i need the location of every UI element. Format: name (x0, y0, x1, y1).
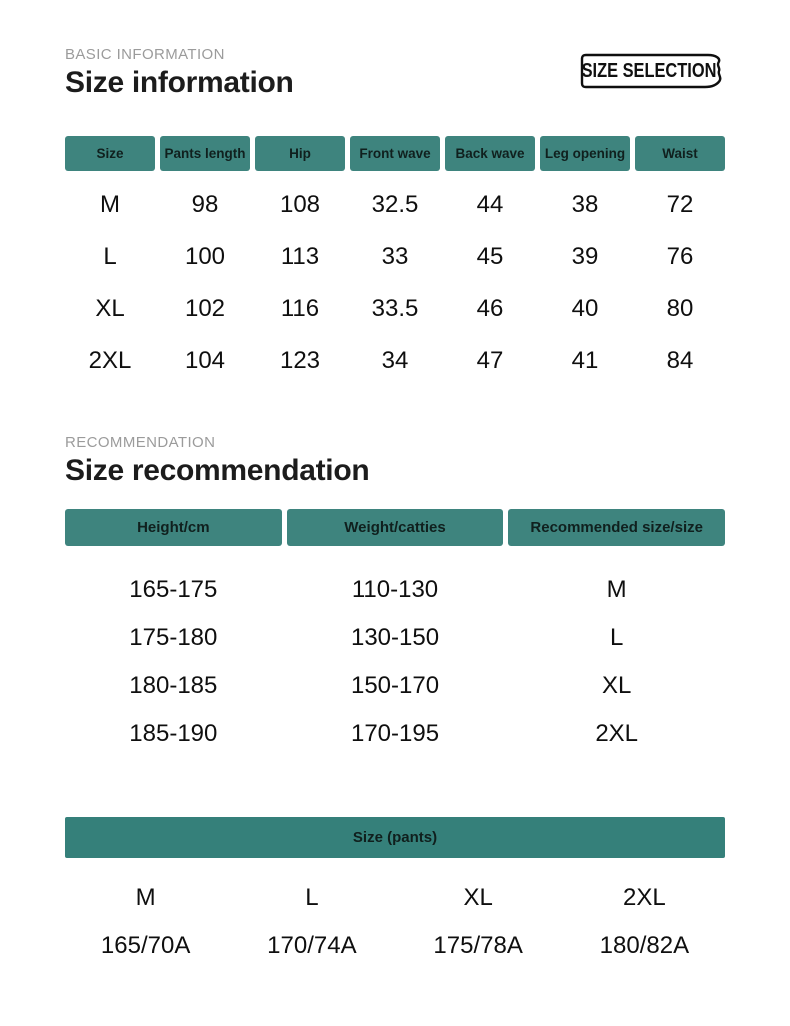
cell: 165-175 (129, 576, 218, 603)
recommendation-table-body (65, 546, 725, 758)
pants-size-table-header: Size (pants) (65, 817, 725, 858)
cell: L (305, 884, 319, 911)
cell: 170-195 (350, 720, 440, 747)
cell: 180/82A (599, 932, 690, 959)
cell: M (135, 884, 156, 911)
cell: 46 (476, 295, 504, 322)
cell: 80 (666, 295, 694, 322)
cell: 44 (476, 191, 504, 218)
rec-row-l (65, 614, 725, 662)
cell: 180-185 (129, 672, 218, 699)
rec-row-xl (65, 662, 725, 710)
cell: 32.5 (371, 191, 419, 218)
rec-row-m (65, 566, 725, 614)
cell: 175/78A (433, 932, 523, 959)
pants-size-table-body (65, 858, 725, 970)
cell: 33 (381, 243, 409, 270)
rec-col-weight: Weight/catties (287, 509, 504, 546)
cell: 2XL (623, 884, 666, 911)
cell: XL (602, 672, 632, 699)
cell: 113 (280, 243, 320, 270)
size-selection-badge (578, 52, 728, 90)
cell: 33.5 (371, 295, 419, 322)
cell: 47 (476, 347, 504, 374)
size-recommendation-title: Size recommendation (65, 454, 370, 487)
cell: 170/74A (267, 932, 357, 959)
cell: 38 (571, 191, 599, 218)
cell: 150-170 (350, 672, 440, 699)
size-table-row-xl (65, 283, 725, 335)
cell: 45 (476, 243, 504, 270)
cell: XL (95, 295, 125, 322)
basic-info-eyebrow: BASIC INFORMATION (65, 46, 225, 63)
cell: 39 (571, 243, 599, 270)
cell: M (100, 191, 120, 218)
size-table-row-m (65, 179, 725, 231)
size-table-body (65, 171, 725, 387)
recommendation-eyebrow: RECOMMENDATION (65, 434, 216, 451)
size-table-col-pants-length: Pants length (160, 136, 250, 171)
cell: 2XL (595, 720, 639, 747)
size-table-row-l (65, 231, 725, 283)
rec-col-height: Height/cm (65, 509, 282, 546)
cell: XL (463, 884, 493, 911)
cell: 110-130 (351, 576, 439, 603)
size-table-col-front-wave: Front wave (350, 136, 440, 171)
size-table-col-back-wave: Back wave (445, 136, 535, 171)
cell: M (606, 576, 627, 603)
recommendation-table-header (65, 509, 725, 546)
cell: 123 (279, 347, 321, 374)
size-table-col-leg-opening: Leg opening (540, 136, 630, 171)
cell: 165/70A (100, 932, 191, 959)
cell: 41 (571, 347, 599, 374)
cell: 116 (280, 295, 320, 322)
size-table-col-hip: Hip (255, 136, 345, 171)
cell: 175-180 (129, 624, 218, 651)
cell: 108 (279, 191, 321, 218)
pants-codes-row (65, 922, 725, 970)
size-information-title: Size information (65, 66, 294, 99)
cell: 130-150 (350, 624, 440, 651)
cell: 104 (184, 347, 226, 374)
size-table (65, 136, 725, 387)
cell: 34 (381, 347, 409, 374)
pants-sizes-row (65, 874, 725, 922)
size-selection-badge-label: SIZE SELECTION (581, 59, 717, 82)
cell: L (103, 243, 117, 270)
cell: 102 (184, 295, 226, 322)
cell: 100 (184, 243, 226, 270)
cell: 185-190 (129, 720, 218, 747)
cell: 76 (666, 243, 694, 270)
size-table-row-2xl (65, 335, 725, 387)
cell: 2XL (88, 347, 132, 374)
cell: 72 (666, 191, 694, 218)
cell: 84 (666, 347, 694, 374)
rec-row-2xl (65, 710, 725, 758)
rec-col-size: Recommended size/size (508, 509, 725, 546)
cell: 40 (571, 295, 599, 322)
size-table-col-waist: Waist (635, 136, 725, 171)
cell: 98 (191, 191, 219, 218)
size-table-col-size: Size (65, 136, 155, 171)
cell: L (610, 624, 624, 651)
pants-size-table (65, 817, 725, 970)
size-table-header (65, 136, 725, 171)
basic-info-title-row (65, 59, 725, 99)
recommendation-table (65, 509, 725, 758)
